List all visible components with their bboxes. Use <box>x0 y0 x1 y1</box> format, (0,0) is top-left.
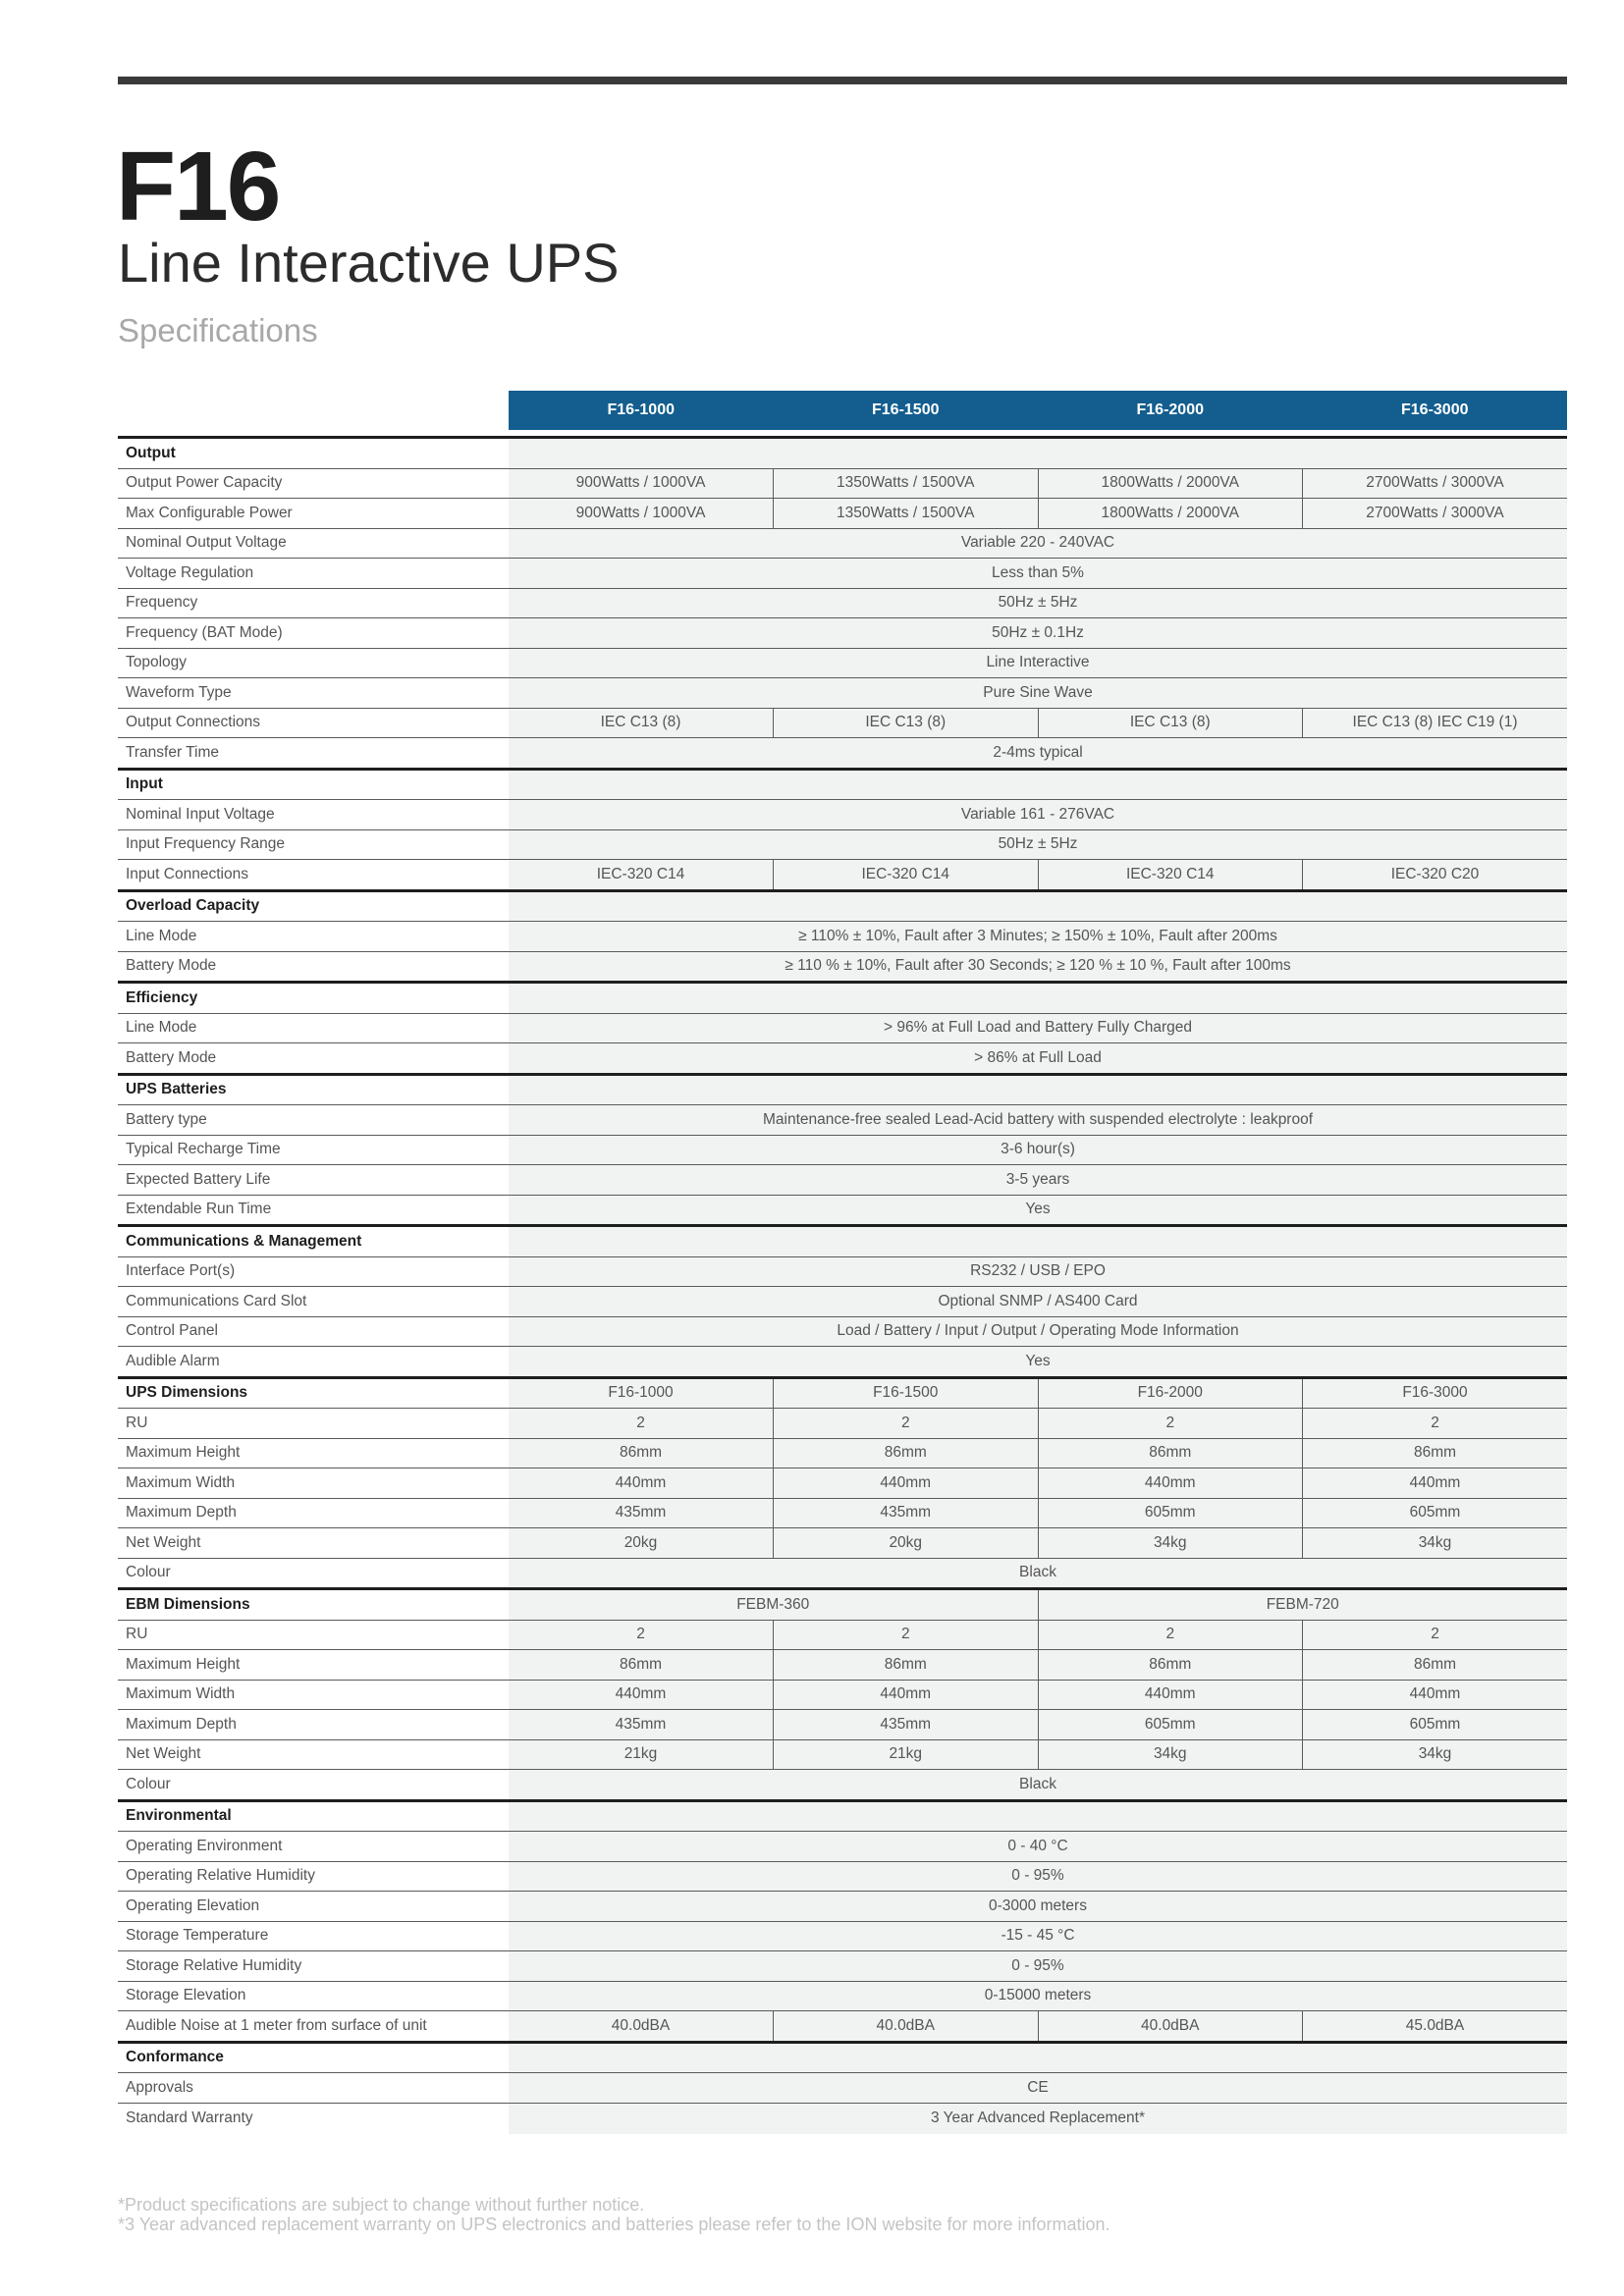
spec-label: Maximum Width <box>118 1468 509 1499</box>
spec-label: Communications Card Slot <box>118 1287 509 1317</box>
spec-label: Audible Noise at 1 meter from surface of unit <box>118 2011 509 2043</box>
spec-row <box>118 1105 1567 1136</box>
spec-value: 86mm <box>509 1438 774 1468</box>
section-row-batteries <box>118 1074 1567 1105</box>
spec-label: Line Mode <box>118 1013 509 1043</box>
spec-value: 0-3000 meters <box>509 1892 1567 1922</box>
spec-label: Frequency (BAT Mode) <box>118 618 509 649</box>
spec-value: 605mm <box>1303 1498 1568 1528</box>
spec-value: 45.0dBA <box>1303 2011 1568 2043</box>
spec-value: 605mm <box>1038 1710 1303 1740</box>
spec-label: RU <box>118 1620 509 1650</box>
spec-value: IEC C13 (8) <box>509 708 774 738</box>
spec-value: Variable 220 - 240VAC <box>509 528 1567 559</box>
spec-label: Colour <box>118 1558 509 1589</box>
section-title: Conformance <box>118 2042 509 2073</box>
spec-row <box>118 1498 1567 1528</box>
spec-row <box>118 951 1567 983</box>
spec-row <box>118 1409 1567 1439</box>
spec-value: 0-15000 meters <box>509 1981 1567 2011</box>
spec-value: 2700Watts / 3000VA <box>1303 468 1568 499</box>
spec-label: Topology <box>118 648 509 678</box>
spec-label: Maximum Depth <box>118 1498 509 1528</box>
spec-value: 605mm <box>1038 1498 1303 1528</box>
spec-value: 440mm <box>1038 1468 1303 1499</box>
model-header: F16-1500 <box>774 391 1039 430</box>
spec-label: Battery type <box>118 1105 509 1136</box>
section-row-comms <box>118 1226 1567 1257</box>
footnotes <box>118 2195 1110 2234</box>
spec-value: IEC C13 (8) <box>1038 708 1303 738</box>
spec-row <box>118 1135 1567 1165</box>
spec-value: F16-2000 <box>1038 1377 1303 1409</box>
spec-label: Storage Temperature <box>118 1921 509 1951</box>
spec-value: 20kg <box>774 1528 1039 1559</box>
spec-row <box>118 708 1567 738</box>
header-blank-cell <box>118 391 509 430</box>
spec-row <box>118 1256 1567 1287</box>
product-subtitle: Line Interactive UPS <box>118 232 620 294</box>
spec-value: Maintenance-free sealed Lead-Acid battery with suspended electrolyte : leakproof <box>509 1105 1567 1136</box>
spec-label: Net Weight <box>118 1528 509 1559</box>
spec-value: 435mm <box>774 1710 1039 1740</box>
spec-row <box>118 1347 1567 1378</box>
spec-label: Nominal Output Voltage <box>118 528 509 559</box>
spec-label: Extendable Run Time <box>118 1195 509 1226</box>
spec-row <box>118 1043 1567 1075</box>
section-row-conformance <box>118 2042 1567 2073</box>
spec-row <box>118 860 1567 891</box>
spec-value: 440mm <box>509 1468 774 1499</box>
spec-value: 440mm <box>1303 1468 1568 1499</box>
section-title: Overload Capacity <box>118 890 509 922</box>
spec-value: IEC C13 (8) <box>774 708 1039 738</box>
spec-value: RS232 / USB / EPO <box>509 1256 1567 1287</box>
spec-value: 21kg <box>774 1739 1039 1770</box>
spec-value: FEBM-360 <box>509 1589 1038 1621</box>
spec-value: 1800Watts / 2000VA <box>1038 468 1303 499</box>
spec-row <box>118 618 1567 649</box>
spec-value: 435mm <box>509 1710 774 1740</box>
model-header: F16-3000 <box>1303 391 1568 430</box>
spec-row <box>118 738 1567 770</box>
spec-row <box>118 468 1567 499</box>
spec-value: 2 <box>1303 1620 1568 1650</box>
spec-value: IEC C13 (8) IEC C19 (1) <box>1303 708 1568 738</box>
spec-label: Storage Elevation <box>118 1981 509 2011</box>
spec-value: 86mm <box>1303 1438 1568 1468</box>
spec-label: Audible Alarm <box>118 1347 509 1378</box>
spec-label: Output Power Capacity <box>118 468 509 499</box>
spec-value: 34kg <box>1038 1739 1303 1770</box>
spec-row <box>118 1528 1567 1559</box>
spec-label: Output Connections <box>118 708 509 738</box>
spec-row <box>118 1558 1567 1589</box>
top-rule <box>118 77 1567 84</box>
section-title: Environmental <box>118 1800 509 1832</box>
spec-value: 1800Watts / 2000VA <box>1038 499 1303 529</box>
spec-label: Line Mode <box>118 922 509 952</box>
spec-table <box>118 391 1567 2134</box>
model-header: F16-1000 <box>509 391 774 430</box>
spec-value: 40.0dBA <box>509 2011 774 2043</box>
spec-value: 440mm <box>1038 1680 1303 1710</box>
spec-value: 2700Watts / 3000VA <box>1303 499 1568 529</box>
spec-label: Control Panel <box>118 1316 509 1347</box>
spec-label: Battery Mode <box>118 1043 509 1075</box>
spec-label: Interface Port(s) <box>118 1256 509 1287</box>
spec-value: 86mm <box>774 1650 1039 1681</box>
section-title: Input <box>118 769 509 800</box>
spec-row <box>118 2073 1567 2104</box>
section-row-ebm-dimensions <box>118 1589 1567 1621</box>
spec-row <box>118 1981 1567 2011</box>
spec-value: 2 <box>774 1620 1039 1650</box>
spec-label: Transfer Time <box>118 738 509 770</box>
spec-value: 435mm <box>774 1498 1039 1528</box>
spec-row <box>118 1013 1567 1043</box>
spec-value: Black <box>509 1770 1567 1801</box>
spec-label: Maximum Height <box>118 1438 509 1468</box>
spec-value: 2 <box>1303 1409 1568 1439</box>
spec-value: 86mm <box>1303 1650 1568 1681</box>
spec-value: 20kg <box>509 1528 774 1559</box>
spec-row <box>118 1951 1567 1982</box>
spec-row <box>118 1468 1567 1499</box>
spec-row <box>118 922 1567 952</box>
spec-row <box>118 1710 1567 1740</box>
spec-value: Less than 5% <box>509 559 1567 589</box>
spec-value: 0 - 95% <box>509 1861 1567 1892</box>
spec-value: 50Hz ± 5Hz <box>509 829 1567 860</box>
spec-row <box>118 1287 1567 1317</box>
spec-row <box>118 588 1567 618</box>
spec-value: 2-4ms typical <box>509 738 1567 770</box>
spec-value: 1350Watts / 1500VA <box>774 499 1039 529</box>
spec-value: 3-6 hour(s) <box>509 1135 1567 1165</box>
spec-row <box>118 829 1567 860</box>
spec-label: Colour <box>118 1770 509 1801</box>
spec-value: Line Interactive <box>509 648 1567 678</box>
spec-label: Waveform Type <box>118 678 509 709</box>
spec-label: Voltage Regulation <box>118 559 509 589</box>
header-gap <box>118 430 1567 438</box>
spec-value: 2 <box>774 1409 1039 1439</box>
spec-value: 86mm <box>1038 1438 1303 1468</box>
spec-value: > 86% at Full Load <box>509 1043 1567 1075</box>
section-row-efficiency <box>118 983 1567 1014</box>
spec-label: Maximum Height <box>118 1650 509 1681</box>
spec-row <box>118 1739 1567 1770</box>
spec-row <box>118 648 1567 678</box>
spec-label: Net Weight <box>118 1739 509 1770</box>
spec-label: Maximum Depth <box>118 1710 509 1740</box>
spec-row <box>118 2103 1567 2134</box>
spec-value: 2 <box>509 1620 774 1650</box>
section-row-environmental <box>118 1800 1567 1832</box>
spec-value: 34kg <box>1038 1528 1303 1559</box>
spec-label: Frequency <box>118 588 509 618</box>
spec-value: 86mm <box>774 1438 1039 1468</box>
footnote: *Product specifications are subject to change without further notice. <box>118 2195 645 2215</box>
section-row-input <box>118 769 1567 800</box>
spec-row <box>118 1770 1567 1801</box>
spec-value: IEC-320 C14 <box>509 860 774 891</box>
spec-value: 50Hz ± 5Hz <box>509 588 1567 618</box>
footnote: *3 Year advanced replacement warranty on UPS electronics and batteries please refer to the ION website for more information. <box>118 2215 1110 2234</box>
spec-label: Typical Recharge Time <box>118 1135 509 1165</box>
spec-value: IEC-320 C14 <box>1038 860 1303 891</box>
section-title: UPS Batteries <box>118 1074 509 1105</box>
spec-value: 0 - 95% <box>509 1951 1567 1982</box>
model-header-row <box>118 391 1567 430</box>
spec-value: 34kg <box>1303 1528 1568 1559</box>
spec-label: Operating Elevation <box>118 1892 509 1922</box>
spec-label: Expected Battery Life <box>118 1165 509 1196</box>
spec-row <box>118 1438 1567 1468</box>
spec-value: 86mm <box>1038 1650 1303 1681</box>
spec-value: 1350Watts / 1500VA <box>774 468 1039 499</box>
spec-label: Operating Environment <box>118 1832 509 1862</box>
spec-value: 3 Year Advanced Replacement* <box>509 2103 1567 2134</box>
spec-row <box>118 1680 1567 1710</box>
spec-value: 2 <box>1038 1409 1303 1439</box>
spec-value: 34kg <box>1303 1739 1568 1770</box>
spec-row <box>118 1620 1567 1650</box>
spec-value: 900Watts / 1000VA <box>509 468 774 499</box>
spec-value: Yes <box>509 1195 1567 1226</box>
section-row-overload <box>118 890 1567 922</box>
spec-value: Black <box>509 1558 1567 1589</box>
spec-label: Input Frequency Range <box>118 829 509 860</box>
section-title: EBM Dimensions <box>118 1589 509 1621</box>
spec-value: 0 - 40 °C <box>509 1832 1567 1862</box>
spec-value: ≥ 110% ± 10%, Fault after 3 Minutes; ≥ 150% ± 10%, Fault after 200ms <box>509 922 1567 952</box>
spec-value: CE <box>509 2073 1567 2104</box>
section-title: Communications & Management <box>118 1226 509 1257</box>
product-title: F16 <box>116 132 280 241</box>
spec-value: F16-1500 <box>774 1377 1039 1409</box>
spec-value: ≥ 110 % ± 10%, Fault after 30 Seconds; ≥ 120 % ± 10 %, Fault after 100ms <box>509 951 1567 983</box>
spec-value: Optional SNMP / AS400 Card <box>509 1287 1567 1317</box>
spec-label: Storage Relative Humidity <box>118 1951 509 1982</box>
spec-value: Variable 161 - 276VAC <box>509 800 1567 830</box>
spec-value: 40.0dBA <box>1038 2011 1303 2043</box>
spec-value: FEBM-720 <box>1038 1589 1567 1621</box>
spec-row <box>118 528 1567 559</box>
spec-value: 40.0dBA <box>774 2011 1039 2043</box>
section-heading: Specifications <box>118 312 318 348</box>
spec-value: 50Hz ± 0.1Hz <box>509 618 1567 649</box>
spec-value: 21kg <box>509 1739 774 1770</box>
spec-value: 440mm <box>509 1680 774 1710</box>
spec-row <box>118 2011 1567 2043</box>
spec-row <box>118 800 1567 830</box>
section-row-ups-dimensions <box>118 1377 1567 1409</box>
spec-row <box>118 1195 1567 1226</box>
spec-value: 440mm <box>774 1468 1039 1499</box>
section-title: Output <box>118 438 509 469</box>
spec-value: 440mm <box>1303 1680 1568 1710</box>
section-title: UPS Dimensions <box>118 1377 509 1409</box>
spec-row <box>118 499 1567 529</box>
spec-value: IEC-320 C20 <box>1303 860 1568 891</box>
spec-value: Load / Battery / Input / Output / Operating Mode Information <box>509 1316 1567 1347</box>
section-title: Efficiency <box>118 983 509 1014</box>
spec-value: IEC-320 C14 <box>774 860 1039 891</box>
spec-value: > 96% at Full Load and Battery Fully Charged <box>509 1013 1567 1043</box>
spec-row <box>118 1650 1567 1681</box>
spec-value: F16-3000 <box>1303 1377 1568 1409</box>
spec-row <box>118 1921 1567 1951</box>
spec-value: 440mm <box>774 1680 1039 1710</box>
spec-row <box>118 559 1567 589</box>
spec-value: 2 <box>509 1409 774 1439</box>
spec-value: 2 <box>1038 1620 1303 1650</box>
spec-label: Input Connections <box>118 860 509 891</box>
spec-value: 3-5 years <box>509 1165 1567 1196</box>
spec-value: 435mm <box>509 1498 774 1528</box>
spec-value: 900Watts / 1000VA <box>509 499 774 529</box>
spec-row <box>118 1316 1567 1347</box>
model-header: F16-2000 <box>1038 391 1303 430</box>
spec-row <box>118 1165 1567 1196</box>
spec-row <box>118 678 1567 709</box>
spec-label: Operating Relative Humidity <box>118 1861 509 1892</box>
spec-value: 605mm <box>1303 1710 1568 1740</box>
spec-label: Max Configurable Power <box>118 499 509 529</box>
spec-value: 86mm <box>509 1650 774 1681</box>
spec-value: Pure Sine Wave <box>509 678 1567 709</box>
spec-label: Maximum Width <box>118 1680 509 1710</box>
spec-row <box>118 1861 1567 1892</box>
spec-row <box>118 1892 1567 1922</box>
spec-label: Approvals <box>118 2073 509 2104</box>
spec-row <box>118 1832 1567 1862</box>
spec-label: Standard Warranty <box>126 2109 253 2126</box>
spec-label: Battery Mode <box>118 951 509 983</box>
spec-value: -15 - 45 °C <box>509 1921 1567 1951</box>
spec-label: RU <box>118 1409 509 1439</box>
spec-value: Yes <box>509 1347 1567 1378</box>
spec-value: F16-1000 <box>509 1377 774 1409</box>
spec-label: Nominal Input Voltage <box>118 800 509 830</box>
section-row-output <box>118 438 1567 469</box>
